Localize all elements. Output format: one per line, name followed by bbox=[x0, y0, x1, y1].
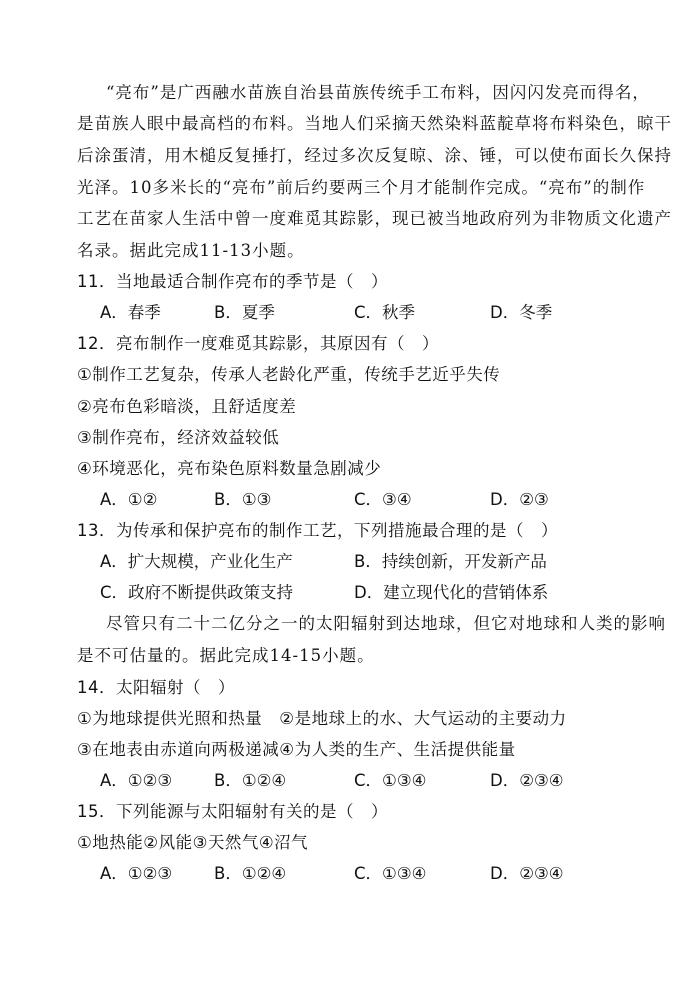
q14-option-d: D．②③④ bbox=[490, 771, 564, 790]
q15-option-a: A．①②③ bbox=[100, 864, 173, 883]
passage1-line-5: 工艺在苗家人生活中曾一度难觅其踪影，现已被当地政府列为非物质文化遗产 bbox=[77, 209, 672, 228]
q14-item-2: ③在地表由赤道向两极递减④为人类的生产、生活提供能量 bbox=[77, 740, 516, 759]
q11-option-a: A．春季 bbox=[100, 303, 161, 322]
q13-stem: 13．为传承和保护亮布的制作工艺，下列措施最合理的是（ ） bbox=[77, 521, 558, 540]
passage1-line-4: 光泽。10多米长的“亮布”前后约要两三个月才能制作完成。“亮布”的制作 bbox=[77, 178, 646, 197]
passage2-line-2: 是不可估量的。据此完成14-15小题。 bbox=[77, 646, 375, 665]
q12-option-b: B．①③ bbox=[214, 490, 272, 509]
q12-item-4: ④环境恶化，亮布染色原料数量急剧减少 bbox=[77, 459, 382, 478]
passage1-line-1: “亮布”是广西融水苗族自治县苗族传统手工布料，因闪闪发亮而得名， bbox=[106, 83, 650, 102]
q12-stem: 12．亮布制作一度难觅其踪影，其原因有（ ） bbox=[77, 334, 439, 353]
q11-option-d: D．冬季 bbox=[490, 303, 553, 322]
q15-item-1: ①地热能②风能③天然气④沼气 bbox=[77, 833, 309, 852]
passage1-line-6: 名录。据此完成11-13小题。 bbox=[77, 241, 305, 260]
q14-item-1: ①为地球提供光照和热量 ②是地球上的水、大气运动的主要动力 bbox=[77, 709, 567, 728]
q14-stem: 14．太阳辐射（ ） bbox=[77, 678, 235, 697]
q11-option-b: B．夏季 bbox=[214, 303, 275, 322]
q13-option-b: B．持续创新，开发新产品 bbox=[354, 552, 547, 571]
q15-option-d: D．②③④ bbox=[490, 864, 564, 883]
q15-option-c: C．①③④ bbox=[354, 864, 427, 883]
q13-option-c: C．政府不断提供政策支持 bbox=[100, 583, 294, 602]
q11-stem: 11．当地最适合制作亮布的季节是（ ） bbox=[77, 272, 388, 291]
passage2-line-1: 尽管只有二十二亿分之一的太阳辐射到达地球，但它对地球和人类的影响 bbox=[106, 614, 666, 633]
q14-option-a: A．①②③ bbox=[100, 771, 173, 790]
passage1-line-2: 是苗族人眼中最高档的布料。当地人们采摘天然染料蓝靛草将布料染色，晾干 bbox=[77, 114, 672, 133]
q14-option-b: B．①②④ bbox=[214, 771, 287, 790]
q15-stem: 15．下列能源与太阳辐射有关的是（ ） bbox=[77, 802, 388, 821]
q15-option-b: B．①②④ bbox=[214, 864, 287, 883]
q12-item-1: ①制作工艺复杂，传承人老龄化严重，传统手艺近乎失传 bbox=[77, 365, 501, 384]
q13-option-d: D．建立现代化的营销体系 bbox=[354, 583, 549, 602]
q12-option-c: C．③④ bbox=[354, 490, 412, 509]
passage1-line-3: 后涂蛋清，用木槌反复捶打，经过多次反复晾、涂、锤，可以使布面长久保持 bbox=[77, 146, 672, 165]
q12-item-2: ②亮布色彩暗淡，且舒适度差 bbox=[77, 397, 297, 416]
q12-option-d: D．②③ bbox=[490, 490, 549, 509]
q13-option-a: A．扩大规模，产业化生产 bbox=[100, 552, 293, 571]
q12-option-a: A．①② bbox=[100, 490, 158, 509]
q12-item-3: ③制作亮布，经济效益较低 bbox=[77, 428, 280, 447]
q14-option-c: C．①③④ bbox=[354, 771, 427, 790]
q11-option-c: C．秋季 bbox=[354, 303, 416, 322]
